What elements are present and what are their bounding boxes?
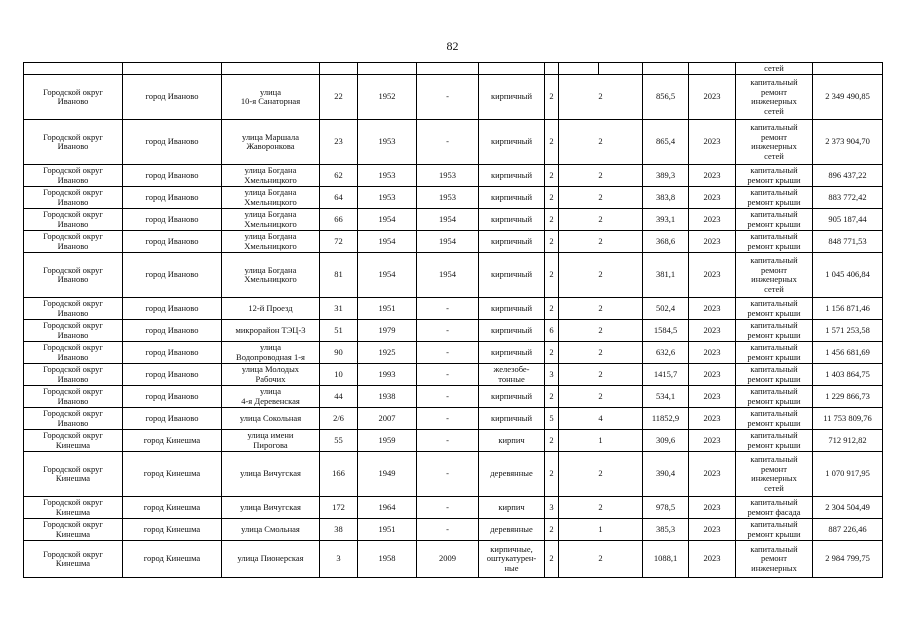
cell-settlement: город Иваново <box>123 120 222 165</box>
cell-build-year: 1958 <box>358 541 417 578</box>
cell-entrances: 2 <box>559 298 643 320</box>
cell-house-number: 81 <box>320 253 358 298</box>
cell-municipality: Городской округ Иваново <box>24 231 123 253</box>
cell-entrances: 2 <box>559 253 643 298</box>
cell-work-type: капитальный ремонт инженерных сетей <box>736 75 813 120</box>
cell-municipality: Городской округ Иваново <box>24 408 123 430</box>
cell-overhaul-year: - <box>417 120 479 165</box>
table-cell: сетей <box>736 63 813 75</box>
cell-floors: 2 <box>545 386 559 408</box>
cell-work-type: капитальный ремонт крыши <box>736 298 813 320</box>
cell-area: 1415,7 <box>643 364 689 386</box>
table-cell <box>320 63 358 75</box>
cell-overhaul-year: 1954 <box>417 209 479 231</box>
cell-floors: 2 <box>545 231 559 253</box>
cell-area: 383,8 <box>643 187 689 209</box>
cell-wall-material: кирпичный <box>479 298 545 320</box>
cell-wall-material: кирпичный <box>479 120 545 165</box>
cell-work-type: капитальный ремонт крыши <box>736 320 813 342</box>
table-cell <box>24 63 123 75</box>
table-cell <box>222 63 320 75</box>
cell-work-type: капитальный ремонт крыши <box>736 430 813 452</box>
cell-municipality: Городской округ Кинешма <box>24 519 123 541</box>
cell-plan-year: 2023 <box>689 75 736 120</box>
cell-cost: 905 187,44 <box>813 209 883 231</box>
cell-house-number: 38 <box>320 519 358 541</box>
table-row <box>24 298 883 320</box>
cell-work-type: капитальный ремонт крыши <box>736 408 813 430</box>
cell-overhaul-year: - <box>417 430 479 452</box>
cell-work-type: капитальный ремонт инженерных сетей <box>736 253 813 298</box>
cell-house-number: 10 <box>320 364 358 386</box>
cell-work-type: капитальный ремонт крыши <box>736 386 813 408</box>
page-number: 82 <box>446 39 459 53</box>
cell-area: 865,4 <box>643 120 689 165</box>
cell-plan-year: 2023 <box>689 120 736 165</box>
cell-entrances: 4 <box>559 408 643 430</box>
table-row <box>24 320 883 342</box>
cell-entrances: 2 <box>559 165 643 187</box>
cell-municipality: Городской округ Кинешма <box>24 541 123 578</box>
cell-entrances: 2 <box>559 231 643 253</box>
cell-work-type: капитальный ремонт крыши <box>736 342 813 364</box>
cell-area: 1088,1 <box>643 541 689 578</box>
cell-municipality: Городской округ Иваново <box>24 75 123 120</box>
cell-wall-material: кирпичный <box>479 75 545 120</box>
cell-street: улица 4-я Деревенская <box>222 386 320 408</box>
cell-municipality: Городской округ Иваново <box>24 364 123 386</box>
cell-overhaul-year: - <box>417 364 479 386</box>
table-row <box>24 342 883 364</box>
cell-settlement: город Иваново <box>123 253 222 298</box>
cell-municipality: Городской округ Кинешма <box>24 452 123 497</box>
cell-plan-year: 2023 <box>689 386 736 408</box>
cell-entrances: 2 <box>559 342 643 364</box>
cell-settlement: город Иваново <box>123 75 222 120</box>
cell-street: улица Богдана Хмельницкого <box>222 253 320 298</box>
cell-floors: 2 <box>545 75 559 120</box>
cell-plan-year: 2023 <box>689 541 736 578</box>
cell-build-year: 1949 <box>358 452 417 497</box>
table-cell <box>479 63 545 75</box>
cell-municipality: Городской округ Иваново <box>24 120 123 165</box>
cell-build-year: 1964 <box>358 497 417 519</box>
cell-cost: 1 045 406,84 <box>813 253 883 298</box>
cell-settlement: город Иваново <box>123 408 222 430</box>
table-cell <box>358 63 417 75</box>
cell-wall-material: кирпичный <box>479 209 545 231</box>
cell-entrances: 2 <box>559 497 643 519</box>
cell-settlement: город Иваново <box>123 209 222 231</box>
cell-build-year: 1954 <box>358 253 417 298</box>
cell-area: 534,1 <box>643 386 689 408</box>
cell-entrances: 2 <box>559 187 643 209</box>
cell-settlement: город Иваново <box>123 364 222 386</box>
cell-area: 381,1 <box>643 253 689 298</box>
cell-house-number: 51 <box>320 320 358 342</box>
cell-municipality: Городской округ Иваново <box>24 187 123 209</box>
cell-floors: 6 <box>545 320 559 342</box>
table-cell <box>643 63 689 75</box>
cell-municipality: Городской округ Иваново <box>24 386 123 408</box>
cell-plan-year: 2023 <box>689 408 736 430</box>
cell-entrances: 2 <box>559 209 643 231</box>
cell-plan-year: 2023 <box>689 209 736 231</box>
cell-plan-year: 2023 <box>689 364 736 386</box>
cell-work-type: капитальный ремонт крыши <box>736 209 813 231</box>
table-row <box>24 386 883 408</box>
cell-house-number: 2/6 <box>320 408 358 430</box>
table-row <box>24 75 883 120</box>
cell-plan-year: 2023 <box>689 298 736 320</box>
cell-cost: 1 403 864,75 <box>813 364 883 386</box>
cell-wall-material: кирпичные, оштукатурен- ные <box>479 541 545 578</box>
cell-cost: 1 070 917,95 <box>813 452 883 497</box>
table-row <box>24 430 883 452</box>
cell-cost: 883 772,42 <box>813 187 883 209</box>
cell-settlement: город Иваново <box>123 320 222 342</box>
cell-street: улица Богдана Хмельницкого <box>222 165 320 187</box>
repair-registry-table <box>23 62 883 578</box>
cell-entrances: 2 <box>559 320 643 342</box>
cell-wall-material: кирпичный <box>479 231 545 253</box>
cell-build-year: 1953 <box>358 120 417 165</box>
cell-settlement: город Кинешма <box>123 519 222 541</box>
table-row <box>24 519 883 541</box>
cell-floors: 2 <box>545 452 559 497</box>
cell-house-number: 166 <box>320 452 358 497</box>
cell-cost: 1 156 871,46 <box>813 298 883 320</box>
table-cell <box>599 63 643 75</box>
cell-street: улица Богдана Хмельницкого <box>222 187 320 209</box>
cell-street: улица 10-я Санаторная <box>222 75 320 120</box>
cell-overhaul-year: - <box>417 298 479 320</box>
cell-floors: 2 <box>545 120 559 165</box>
cell-overhaul-year: - <box>417 386 479 408</box>
cell-wall-material: кирпичный <box>479 408 545 430</box>
cell-work-type: капитальный ремонт фасада <box>736 497 813 519</box>
cell-wall-material: кирпичный <box>479 386 545 408</box>
cell-settlement: город Кинешма <box>123 497 222 519</box>
cell-area: 856,5 <box>643 75 689 120</box>
cell-wall-material: кирпичный <box>479 342 545 364</box>
cell-floors: 2 <box>545 342 559 364</box>
cell-area: 632,6 <box>643 342 689 364</box>
cell-municipality: Городской округ Иваново <box>24 209 123 231</box>
cell-wall-material: кирпичный <box>479 165 545 187</box>
cell-overhaul-year: 1954 <box>417 231 479 253</box>
cell-street: улица Молодых Рабочих <box>222 364 320 386</box>
table-row <box>24 364 883 386</box>
cell-work-type: капитальный ремонт крыши <box>736 165 813 187</box>
cell-cost: 2 304 504,49 <box>813 497 883 519</box>
cell-plan-year: 2023 <box>689 187 736 209</box>
cell-cost: 2 984 799,75 <box>813 541 883 578</box>
cell-house-number: 23 <box>320 120 358 165</box>
table-cell <box>559 63 599 75</box>
cell-house-number: 64 <box>320 187 358 209</box>
cell-wall-material: кирпич <box>479 497 545 519</box>
table-row-continuation <box>24 63 883 75</box>
cell-plan-year: 2023 <box>689 430 736 452</box>
cell-municipality: Городской округ Кинешма <box>24 430 123 452</box>
cell-build-year: 1938 <box>358 386 417 408</box>
cell-floors: 2 <box>545 187 559 209</box>
cell-municipality: Городской округ Иваново <box>24 298 123 320</box>
table-row <box>24 452 883 497</box>
cell-wall-material: кирпич <box>479 430 545 452</box>
cell-cost: 1 456 681,69 <box>813 342 883 364</box>
cell-entrances: 2 <box>559 120 643 165</box>
cell-build-year: 1951 <box>358 519 417 541</box>
cell-build-year: 1925 <box>358 342 417 364</box>
cell-settlement: город Кинешма <box>123 452 222 497</box>
table-row <box>24 187 883 209</box>
table-cell <box>689 63 736 75</box>
cell-plan-year: 2023 <box>689 519 736 541</box>
cell-settlement: город Кинешма <box>123 541 222 578</box>
cell-overhaul-year: 2009 <box>417 541 479 578</box>
cell-overhaul-year: - <box>417 75 479 120</box>
cell-street: улица Водопроводная 1-я <box>222 342 320 364</box>
cell-cost: 887 226,46 <box>813 519 883 541</box>
cell-cost: 1 229 866,73 <box>813 386 883 408</box>
cell-entrances: 2 <box>559 386 643 408</box>
cell-plan-year: 2023 <box>689 342 736 364</box>
cell-work-type: капитальный ремонт инженерных <box>736 541 813 578</box>
cell-floors: 2 <box>545 253 559 298</box>
table-body <box>24 63 883 578</box>
cell-overhaul-year: 1953 <box>417 187 479 209</box>
cell-house-number: 66 <box>320 209 358 231</box>
cell-settlement: город Иваново <box>123 231 222 253</box>
cell-street: улица имени Пирогова <box>222 430 320 452</box>
cell-overhaul-year: - <box>417 497 479 519</box>
cell-plan-year: 2023 <box>689 253 736 298</box>
cell-work-type: капитальный ремонт крыши <box>736 187 813 209</box>
cell-street: микрорайон ТЭЦ-3 <box>222 320 320 342</box>
cell-house-number: 172 <box>320 497 358 519</box>
table-row <box>24 541 883 578</box>
cell-house-number: 55 <box>320 430 358 452</box>
cell-wall-material: кирпичный <box>479 187 545 209</box>
cell-street: улица Смольная <box>222 519 320 541</box>
cell-street: 12-й Проезд <box>222 298 320 320</box>
table-row <box>24 120 883 165</box>
cell-floors: 2 <box>545 209 559 231</box>
cell-entrances: 1 <box>559 430 643 452</box>
cell-house-number: 44 <box>320 386 358 408</box>
table-row <box>24 209 883 231</box>
cell-house-number: 90 <box>320 342 358 364</box>
cell-cost: 2 373 904,70 <box>813 120 883 165</box>
cell-work-type: капитальный ремонт инженерных сетей <box>736 120 813 165</box>
cell-area: 502,4 <box>643 298 689 320</box>
cell-area: 368,6 <box>643 231 689 253</box>
cell-street: улица Богдана Хмельницкого <box>222 231 320 253</box>
cell-floors: 3 <box>545 364 559 386</box>
cell-area: 393,1 <box>643 209 689 231</box>
cell-build-year: 1954 <box>358 231 417 253</box>
table-cell <box>123 63 222 75</box>
cell-plan-year: 2023 <box>689 497 736 519</box>
cell-entrances: 2 <box>559 75 643 120</box>
cell-house-number: 72 <box>320 231 358 253</box>
cell-street: улица Пионерская <box>222 541 320 578</box>
cell-street: улица Вичугская <box>222 452 320 497</box>
cell-overhaul-year: - <box>417 320 479 342</box>
table-row <box>24 165 883 187</box>
cell-floors: 2 <box>545 541 559 578</box>
cell-overhaul-year: 1954 <box>417 253 479 298</box>
cell-house-number: 3 <box>320 541 358 578</box>
cell-floors: 2 <box>545 519 559 541</box>
cell-overhaul-year: - <box>417 342 479 364</box>
cell-plan-year: 2023 <box>689 452 736 497</box>
cell-cost: 1 571 253,58 <box>813 320 883 342</box>
cell-work-type: капитальный ремонт крыши <box>736 231 813 253</box>
cell-area: 309,6 <box>643 430 689 452</box>
cell-settlement: город Кинешма <box>123 430 222 452</box>
cell-area: 390,4 <box>643 452 689 497</box>
cell-area: 11852,9 <box>643 408 689 430</box>
cell-build-year: 1954 <box>358 209 417 231</box>
table-cell <box>417 63 479 75</box>
table-row <box>24 231 883 253</box>
cell-floors: 3 <box>545 497 559 519</box>
cell-overhaul-year: 1953 <box>417 165 479 187</box>
cell-floors: 2 <box>545 298 559 320</box>
cell-street: улица Сокольная <box>222 408 320 430</box>
cell-municipality: Городской округ Иваново <box>24 342 123 364</box>
cell-house-number: 31 <box>320 298 358 320</box>
table-cell <box>545 63 559 75</box>
cell-street: улица Вичугская <box>222 497 320 519</box>
cell-settlement: город Иваново <box>123 342 222 364</box>
cell-settlement: город Иваново <box>123 187 222 209</box>
cell-area: 1584,5 <box>643 320 689 342</box>
cell-street: улица Богдана Хмельницкого <box>222 209 320 231</box>
cell-settlement: город Иваново <box>123 165 222 187</box>
table-row <box>24 497 883 519</box>
table-cell <box>813 63 883 75</box>
cell-wall-material: железобе- тонные <box>479 364 545 386</box>
cell-municipality: Городской округ Кинешма <box>24 497 123 519</box>
cell-wall-material: деревянные <box>479 519 545 541</box>
cell-overhaul-year: - <box>417 519 479 541</box>
cell-area: 389,3 <box>643 165 689 187</box>
cell-cost: 2 349 490,85 <box>813 75 883 120</box>
cell-settlement: город Иваново <box>123 298 222 320</box>
cell-overhaul-year: - <box>417 408 479 430</box>
cell-build-year: 2007 <box>358 408 417 430</box>
cell-floors: 5 <box>545 408 559 430</box>
cell-build-year: 1953 <box>358 187 417 209</box>
cell-entrances: 2 <box>559 364 643 386</box>
cell-build-year: 1952 <box>358 75 417 120</box>
table-row <box>24 253 883 298</box>
cell-cost: 896 437,22 <box>813 165 883 187</box>
cell-entrances: 1 <box>559 519 643 541</box>
cell-build-year: 1979 <box>358 320 417 342</box>
cell-municipality: Городской округ Иваново <box>24 165 123 187</box>
cell-wall-material: деревянные <box>479 452 545 497</box>
cell-plan-year: 2023 <box>689 231 736 253</box>
cell-area: 978,5 <box>643 497 689 519</box>
cell-cost: 848 771,53 <box>813 231 883 253</box>
cell-wall-material: кирпичный <box>479 253 545 298</box>
cell-plan-year: 2023 <box>689 165 736 187</box>
cell-street: улица Маршала Жаворонкова <box>222 120 320 165</box>
cell-floors: 2 <box>545 165 559 187</box>
cell-area: 385,3 <box>643 519 689 541</box>
cell-work-type: капитальный ремонт крыши <box>736 519 813 541</box>
cell-entrances: 2 <box>559 452 643 497</box>
cell-work-type: капитальный ремонт крыши <box>736 364 813 386</box>
cell-wall-material: кирпичный <box>479 320 545 342</box>
cell-work-type: капитальный ремонт инженерных сетей <box>736 452 813 497</box>
cell-settlement: город Иваново <box>123 386 222 408</box>
cell-build-year: 1959 <box>358 430 417 452</box>
cell-plan-year: 2023 <box>689 320 736 342</box>
cell-floors: 2 <box>545 430 559 452</box>
cell-house-number: 62 <box>320 165 358 187</box>
cell-house-number: 22 <box>320 75 358 120</box>
cell-build-year: 1953 <box>358 165 417 187</box>
cell-overhaul-year: - <box>417 452 479 497</box>
table-row <box>24 408 883 430</box>
cell-cost: 712 912,82 <box>813 430 883 452</box>
cell-entrances: 2 <box>559 541 643 578</box>
cell-municipality: Городской округ Иваново <box>24 320 123 342</box>
cell-build-year: 1993 <box>358 364 417 386</box>
cell-build-year: 1951 <box>358 298 417 320</box>
cell-municipality: Городской округ Иваново <box>24 253 123 298</box>
cell-cost: 11 753 809,76 <box>813 408 883 430</box>
